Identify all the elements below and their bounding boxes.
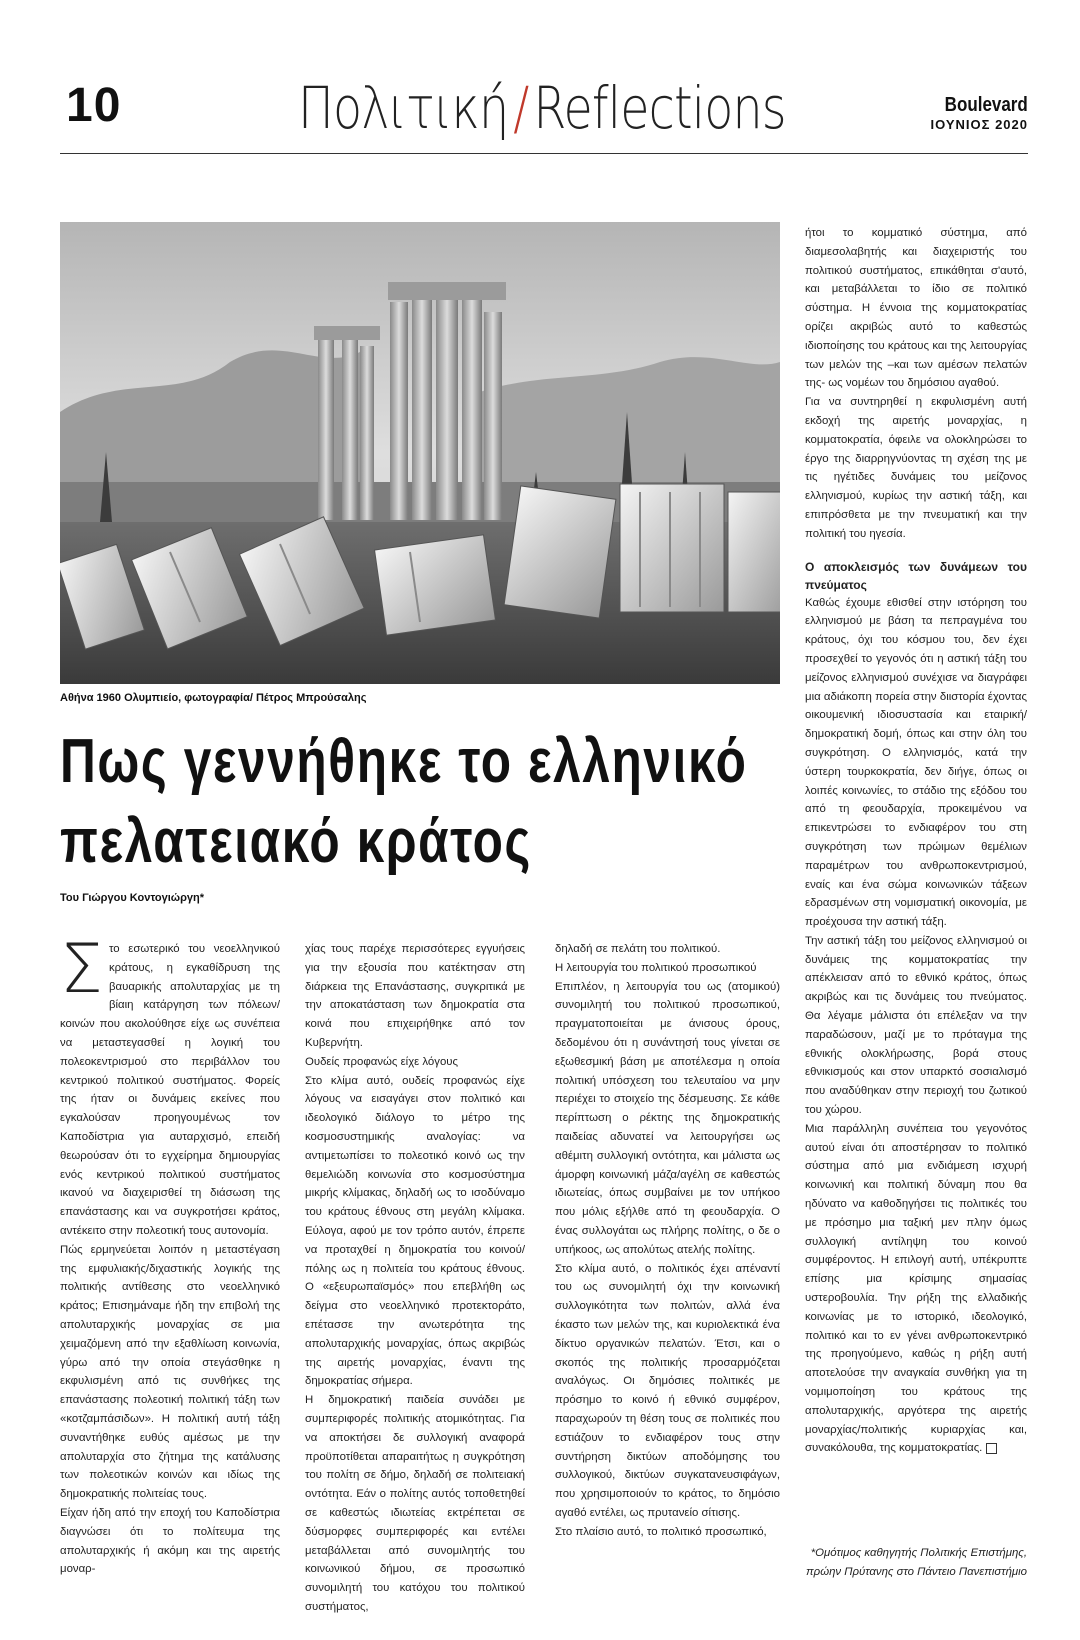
article-headline	[60, 722, 748, 882]
paragraph: Η δημοκρατική παιδεία συνάδει με συμπεριφορές πολιτικής ατομικότητας. Για να αποκτήσει δε συλλογική αναφορά προϋποτίθεται απαραιτήτως η συγκρότηση του πολίτη σε δήμο, δηλαδή σε πολιτειακή οντότητα. Εάν ο πολίτης αυτός τοποθετηθεί σε καθεστώς ιδιωτείας εκτρέπεται σε δύσμορφες συμπεριφορές και εντέλει μεταβάλλεται από συνομιλητής του κοινωνικού δήμου, σε προσωπικό συνομιλητή του κατόχου του πολιτικού συστήματος,	[305, 1394, 525, 1613]
headline-line-1: Πως γεννήθηκε το ελληνικό	[60, 727, 748, 796]
article-column-3	[555, 940, 780, 1542]
brand	[930, 94, 1028, 132]
article-column-4	[805, 224, 1027, 1458]
paragraph: Στο κλίμα αυτό, ουδείς προφανώς είχε λόγους να εισαγάγει στον πολιτικό και ιδεολογικό διάλογο το μέτρο της κοσμοσυστημικής αναλογίας: να αντιμετωπίσει το πολεοτικό κοινό ως την θεμελιώδη κοινωνία στο κοσμοσύστημα μικρής κλίμακας, δηλαδή ως το ισοδύναμο του κράτους έθνους στη μεγάλη κλίμακα. Εύλογα, αφού με τον τρόπο αυτόν, έπρεπε να προταχθεί η δημοκρατία του κοινού/πόλης ως η πολιτεία του κράτους έθνους. Ο «εξευρωπαϊσμός» που επεβλήθη ως δείγμα στο νεοελληνικό προτεκτοράτο, επέτασσε την ανωτερότητα της απολυταρχικής μοναρχίας, όπως ακριβώς της αιρετής μοναρχίας, έναντι της δημοκρατίας σήμερα.	[305, 1074, 525, 1388]
section-right: Reflections	[533, 74, 786, 142]
subheading: Ο αποκλεισμός των δυνάμεων του πνεύματος	[805, 559, 1027, 592]
article-column-2	[305, 940, 525, 1617]
paragraph: Ουδείς προφανώς είχε λόγους	[305, 1055, 459, 1068]
section-left: Πολιτική	[298, 74, 509, 142]
paragraph: Η λειτουργία του πολιτικού προσωπικού	[555, 961, 757, 974]
paragraph: Στο πλαίσιο αυτό, το πολιτικό προσωπικό,	[555, 1525, 767, 1538]
drop-cap: Σ	[60, 930, 103, 1009]
paragraph: Πώς ερμηνεύεται λοιπόν η μεταστέγαση της εμφυλιακής/διχαστικής λογικής της πολιτικής αντίθεσης στο νεοελληνικό κράτος; Επισημάναμε ήδη την επιβολή της απολυταρχικής μοναρχίας σε μια χειμαζόμενη από την εξαθλίωση κοινωνία, γύρω από την οποία στεγάσθηκε η εκφυλισμένη από τις συνθήκες της επανάστασης πολεοτική πολιτική τάξη των «κοτζαμπάσιδων». Η πολιτική αυτή τάξη συναντήθηκε ευθύς αμέσως με την απολυταρχία στο ζήτημα της κατάλυσης των πολεοτικών κοινών και ιδίως της δημοκρατικής πολιτείας τους.	[60, 1243, 280, 1501]
temple-photo-illustration	[60, 222, 780, 684]
paragraph: Για να συντηρηθεί η εκφυλισμένη αυτή εκδοχή της αιρετής μοναρχίας, η κομματοκρατία, όφειλε να ολοκληρώσει το έργο της διαρρηγνύοντας τη σχέση της με τις ηγέτιδες δυνάμεις του μείζονος ελληνισμού, κυρίως την αστική τάξη, και επιπρόσθετα με την πνευματική και την πολιτική του ηγεσία.	[805, 396, 1027, 540]
end-mark-icon	[986, 1443, 997, 1454]
author-footnote: *Ομότιμος καθηγητής Πολιτικής Επιστήμης, πρώην Πρύτανης στο Πάντειο Πανεπιστήμιο	[806, 1547, 1027, 1578]
paragraph: Την αστική τάξη του μείζονος ελληνισμού οι δυνάμεις της κομματοκρατίας την απέκλεισαν από το εθνικό κράτος, όπως ακριβώς και τις δυνάμεις του πνεύματος. Θα λέγαμε μάλιστα ότι επέλεξαν να την παραδώσουν, μαζί με το πρόταγμα της εθνικής ολοκλήρωσης, βορά στους εθνικισμούς και στον υπαρκτό σοσιαλισμό που αναδύθηκαν στην περιοχή του ζωτικού του χώρου.	[805, 934, 1027, 1117]
paragraph: Στο κλίμα αυτό, ο πολιτικός έχει απέναντί του ως συνομιλητή όχι την κοινωνική συλλογικότητα των πολιτών, αλλά ένα έκαστο των μελών της, και κυριολεκτικά ένα δίκτυο οργανικών πελατών. Έτσι, και ο σκοπός της πολιτικής προσαρμόζεται αναλόγως. Οι δημόσιες πολιτικές με πρόσημο το κοινό ή εθνικό συμφέρον, παραχωρούν τη θέση τους σε πολιτικές που εστιάζουν το ενδιαφέρον τους στην συντήρηση δικτύων αποδόμησης του συλλογικού, δικτύων συγκατανευσιφάγων, που χρησιμοποιούν το κράτος, το δημόσιο αγαθό εντέλει, ως πρυτανείο σίτισης.	[555, 1262, 780, 1519]
header-rule	[60, 153, 1028, 154]
headline-line-2: πελατειακό κράτος	[60, 807, 532, 876]
paragraph: Είχαν ήδη από την εποχή του Καποδίστρια διαγνώσει ότι το πολίτευμα της απολυταρχικής ή ακόμη και της αιρετής μοναρ-	[60, 1506, 280, 1576]
paragraph: Καθώς έχουμε εθισθεί στην ιστόρηση του ελληνισμού με βάση τα πεπραγμένα του κράτους, όχι του κόσμου του, δεν έχει προσεχθεί το γεγονός ότι η αστική τάξη του μείζονος ελληνισμού συνέχισε να διαγράφει μια αδιάκοπη πορεία στην διιστορία έχοντας οικουμενική ιδιοσυστασία και εταιρική/δημοκρατική δομή, όπως και στην όλη του συγκρότηση. Ο ελληνισμός, κατά την ύστερη τουρκοκρατία, δεν διήγε, όπως οι λοιπές κοινωνίες, το στάδιο της εξόδου του από τη φεουδαρχία, προκειμένου να επικεντρώσει το ενδιαφέρον του στη συγκρότηση των πρώιμων θεμέλιων παραμέτρων του ανθρωποκεντρισμού, εναίς και ένα σώμα κοινωνικών τάξεων εδρασμένων στη νομισματική οικονομία, με προέχουσα την αστική τάξη.	[805, 596, 1027, 929]
paragraph: δηλαδή σε πελάτη του πολιτικού.	[555, 943, 721, 955]
paragraph: Επιπλέον, η λειτουργία του ως (ατομικού) συνομιλητή του πολιτικού προσωπικού, πραγματοποιείται με άνισους όρους, δεδομένου ότι η συνάντησή τους γίνεται σε εξωθεσμική βάση με αποτέλεσμα η οποία πολιτική υπόσχεση του τελευταίου να μην περιέχει το στοιχείο της δέσμευσης. Σε κάθε περίπτωση ο ρέκτης της δημοκρατικής παιδείας αδυνατεί να λειτουργήσει ως αθέμιτη συλλογική οντότητα, και μάλιστα ως άμορφη κοινωνική μάζα/αγέλη σε καθεστώς ιδιωτείας, όπως συμβαίνει με τον υπήκοο που μόλις εξήλθε από τη φεουδαρχία. Ο ένας συλλογάται ως πλήρης πολίτης, ο δε ο υπήκοος, ως απολύτως ατελής πολίτης.	[555, 980, 780, 1256]
byline: Του Γιώργου Κοντογιώργη*	[60, 892, 205, 904]
paragraph	[805, 1120, 1027, 1458]
brand-name: Boulevard	[944, 94, 1028, 116]
section-slash: /	[513, 74, 529, 142]
section-title	[298, 74, 786, 142]
photo-caption: Αθήνα 1960 Ολυμπιείο, φωτογραφία/ Πέτρος Μπρούσαλης	[60, 692, 367, 704]
page-number: 10	[66, 79, 122, 132]
issue-date: ΙΟΥΝΙΟΣ 2020	[930, 117, 1028, 132]
article-column-1	[60, 930, 280, 1579]
paragraph: χίας τους παρέχε περισσότερες εγγυήσεις για την εξουσία που κατέκτησαν στη διάρκεια της Επανάστασης, συγκριτικά με την αποκατάσταση των δημοκρατία στα κοινά που επιχειρήθηκε από τον Κυβερνήτη.	[305, 943, 525, 1049]
article-photo	[60, 222, 780, 684]
paragraph: ήτοι το κομματικό σύστημα, από διαμεσολαβητής και διαχειριστής του πολιτικού συστήματος, επικάθηται σ'αυτό, και μεταβάλλεται το ίδιο σε πολιτικό σύστημα. Η έννοια της κομματοκρατίας ορίζει ακριβώς αυτό το καθεστώς ιδιοποίησης του κράτους και της λειτουργίας των μελών της –και των αμέσων πελατών της- ως νομέων του δημόσιου αγαθού.	[805, 227, 1027, 390]
paragraph-text: Μια παράλληλη συνέπεια του γεγονότος αυτού είναι ότι αποστέρησαν το πολιτικό σύστημα από μια ενδιάμεση ισχυρή κοινωνική και πολιτική δύναμη που θα ηδύνατο να καθοδηγήσει τις πολιτικές του με πρόσημο μια ταξική μεν πλην όμως συλλογική αντίληψη του κοινού συμφέροντος. Η επιλογή αυτή, υπέκρυπτε επίσης μια κρίσιμης σημασίας υστεροβουλία. Την ρήξη της ελλαδικής κοινωνίας με το ιστορικό, ιδεολογικό, πολιτικό και το εν γένει ανθρωποκεντρικό της προηγούμενο, καθώς η ρήξη αυτή αποτελούσε την αναγκαία συνθήκη για τη νομιμοποίηση του κράτους της απολυταρχικής, αργότερα της αιρετής μοναρχίας/πολιτικής κυριαρχίας και, συνακόλουθα, της κομματοκρατίας.	[805, 1122, 1027, 1455]
paragraph: το εσωτερικό του νεοελληνικού κράτους, η εγκαθίδρυση της βαυαρικής απολυταρχίας με τη βίαιη κατάργηση των πόλεων/κοινών που ακολούθησε είχε ως συνέπεια να μεταστεγασθεί η λογική του πολεοκεντρισμού στο περιβάλλον του κεντρικού πολιτικού συστήματος. Φορείς της ήταν οι δυνάμεις εκείνες που εγκαλούσαν προηγουμένως τον Καποδίστρια για αυταρχισμό, επειδή θεωρούσαν ότι το εγχείρημα δημιουργίας ενός κεντρικού πολιτικού συστήματος ικανού να διαχειρισθεί τη διάσωση της επανάστασης και να συγκροτήσει κράτος, αντέκειτο στην πολεοτική τους αυτονομία.	[60, 943, 280, 1237]
